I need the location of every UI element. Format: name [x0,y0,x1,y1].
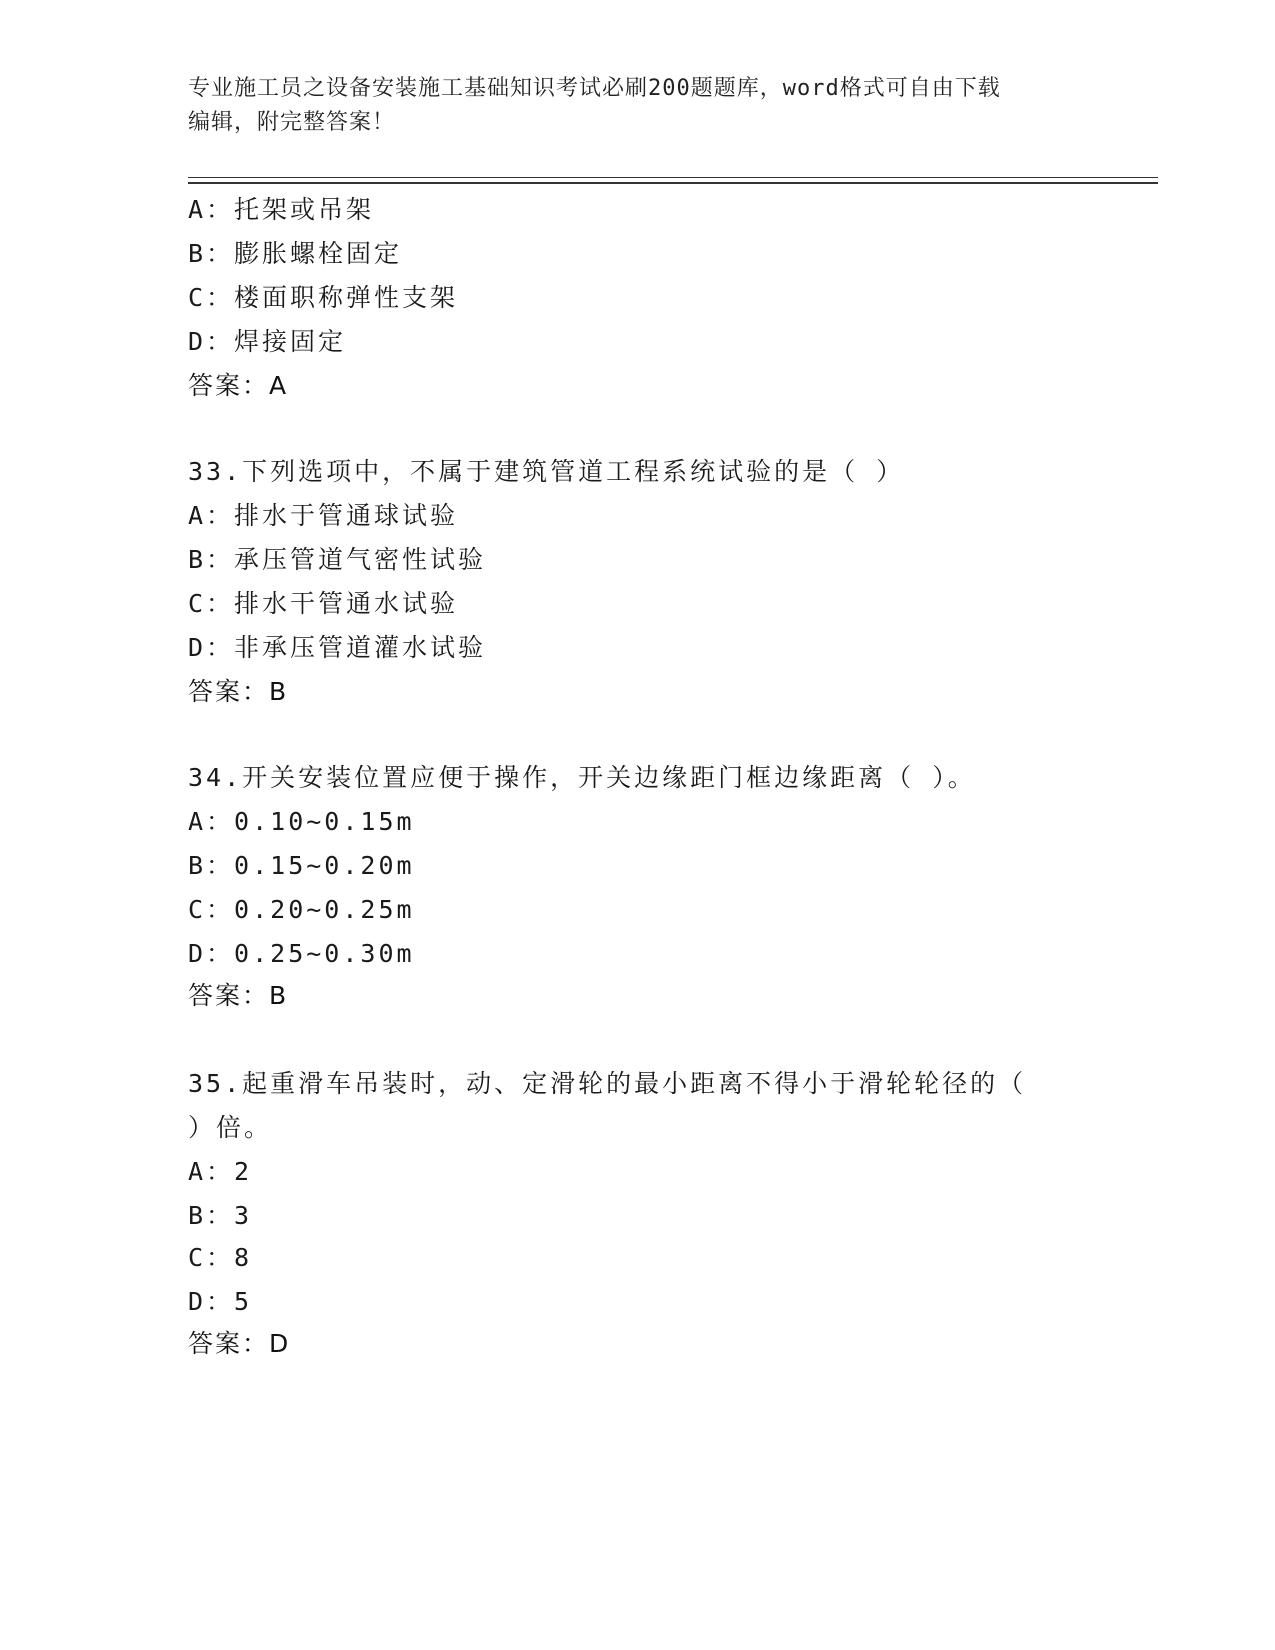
q33-option-a: A：排水于管通球试验 [188,501,459,530]
q32-option-a: A：托架或吊架 [188,195,375,224]
q33-option-d: D：非承压管道灌水试验 [188,633,487,662]
q34-answer: 答案：B [188,981,289,1010]
header-rule-thin [188,177,1158,178]
q33-option-c: C：排水干管通水试验 [188,589,459,618]
q35-answer: 答案：D [188,1329,291,1358]
q32-option-d: D：焊接固定 [188,327,347,356]
q34-option-c: C：0.20~0.25m [188,895,415,924]
q35-option-a: A：2 [188,1157,253,1186]
q33-answer: 答案：B [188,677,289,706]
q35-question-line-1: 35.起重滑车吊装时，动、定滑轮的最小距离不得小于滑轮轮径的（ [188,1069,1027,1098]
document-header [188,72,1088,140]
q32-answer: 答案：A [188,371,289,400]
header-line-1: 专业施工员之设备安装施工基础知识考试必刷200题题库，word格式可自由下载 [188,76,1001,101]
q35-option-d: D：5 [188,1287,253,1316]
q34-question: 34.开关安装位置应便于操作，开关边缘距门框边缘距离（ ）。 [188,763,976,792]
q33-question: 33.下列选项中，不属于建筑管道工程系统试验的是（ ） [188,457,905,486]
header-line-2: 编辑，附完整答案！ [188,110,396,135]
q33-option-b: B：承压管道气密性试验 [188,545,487,574]
q35-question-line-2: ）倍。 [188,1113,273,1142]
q35-option-c: C：8 [188,1243,253,1272]
q35-option-b: B：3 [188,1201,253,1230]
q34-option-a: A：0.10~0.15m [188,807,415,836]
q34-option-b: B：0.15~0.20m [188,851,415,880]
q34-option-d: D：0.25~0.30m [188,939,415,968]
q32-option-c: C：楼面职称弹性支架 [188,283,459,312]
header-rule-thick [188,182,1158,184]
q32-option-b: B：膨胀螺栓固定 [188,239,403,268]
